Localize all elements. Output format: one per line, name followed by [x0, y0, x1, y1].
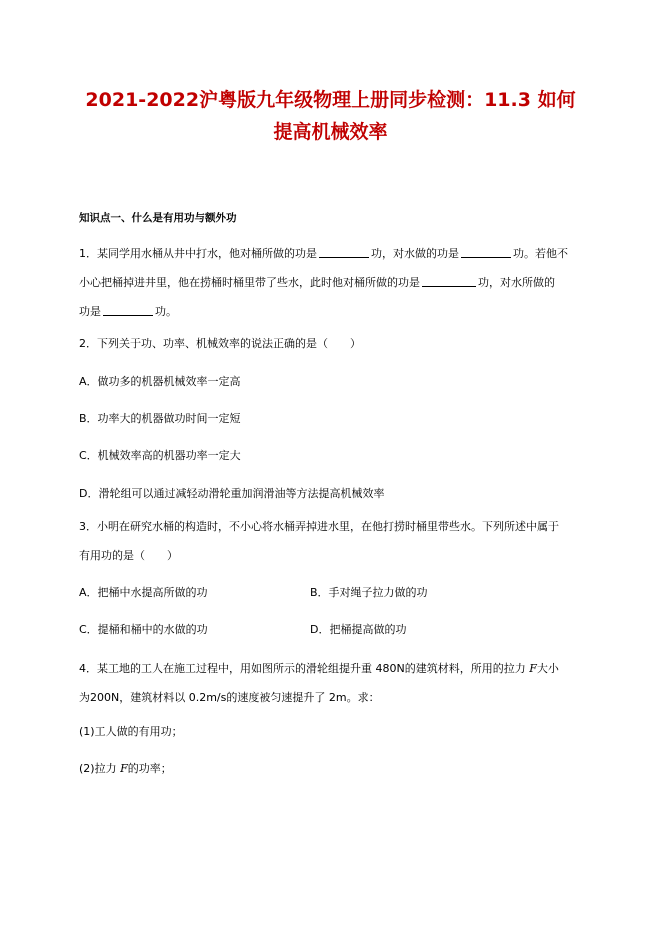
q3-stem-line-1: 3．小明在研究水桶的构造时，不小心将水桶弄掉进水里，在他打捞时桶里带些水。下列所述中属于: [79, 520, 559, 533]
q1-blank-2: [461, 245, 511, 258]
q1-text-2: 功，对水做的功是: [371, 247, 459, 260]
q1-text-3: 功。若他不: [513, 247, 568, 260]
q4-sub2-text-a: (2)拉力: [79, 762, 121, 775]
document-title: [60, 84, 601, 148]
q1-blank-4: [103, 303, 153, 316]
q1-blank-3: [422, 274, 476, 287]
question-4-sub-2: [79, 761, 172, 777]
q1-blank-1: [319, 245, 369, 258]
question-4-stem: [79, 654, 599, 712]
q4-line-1a: 4．某工地的工人在施工过程中，用如图所示的滑轮组提升重 480N的建筑材料，所用的拉力: [79, 662, 530, 675]
section-heading: 知识点一、什么是有用功与额外功: [79, 212, 237, 224]
title-line-2: 提高机械效率: [273, 121, 388, 143]
question-2-stem: 2．下列关于功、功率、机械效率的说法正确的是（ ）: [79, 337, 361, 350]
q4-var-f: F: [529, 662, 537, 675]
question-4-sub-1: (1)工人做的有用功；: [79, 725, 183, 738]
question-1: [79, 239, 599, 326]
q1-text-1: 1．某同学用水桶从井中打水，他对桶所做的功是: [79, 247, 317, 260]
question-3-option-b: B．手对绳子拉力做的功: [310, 586, 428, 599]
question-3-option-d: D．把桶提高做的功: [310, 623, 407, 636]
q1-text-4: 小心把桶掉进井里，他在捞桶时桶里带了些水，此时他对桶所做的功是: [79, 276, 420, 289]
question-3-option-a: A．把桶中水提高所做的功: [79, 586, 208, 599]
question-2-option-a: A．做功多的机器机械效率一定高: [79, 375, 241, 388]
q4-line-1b: 大小: [536, 662, 559, 675]
q1-text-6: 功是: [79, 305, 101, 318]
question-2-option-d: D．滑轮组可以通过减轻动滑轮重加润滑油等方法提高机械效率: [79, 487, 385, 500]
title-line-1: 2021-2022沪粤版九年级物理上册同步检测：11.3 如何: [85, 89, 576, 111]
q4-sub2-var-f: F: [120, 762, 128, 775]
q1-text-7: 功。: [155, 305, 177, 318]
q1-text-5: 功，对水所做的: [478, 276, 555, 289]
question-2-option-b: B．功率大的机器做功时间一定短: [79, 412, 241, 425]
question-2-option-c: C．机械效率高的机器功率一定大: [79, 449, 241, 462]
question-3-option-c: C．提桶和桶中的水做的功: [79, 623, 208, 636]
q4-line-2: 为200N，建筑材料以 0.2m/s的速度被匀速提升了 2m。求：: [79, 691, 380, 704]
q4-sub2-text-b: 的功率；: [127, 762, 172, 775]
question-3-stem: [79, 512, 599, 570]
q3-stem-line-2: 有用功的是（ ）: [79, 549, 178, 562]
